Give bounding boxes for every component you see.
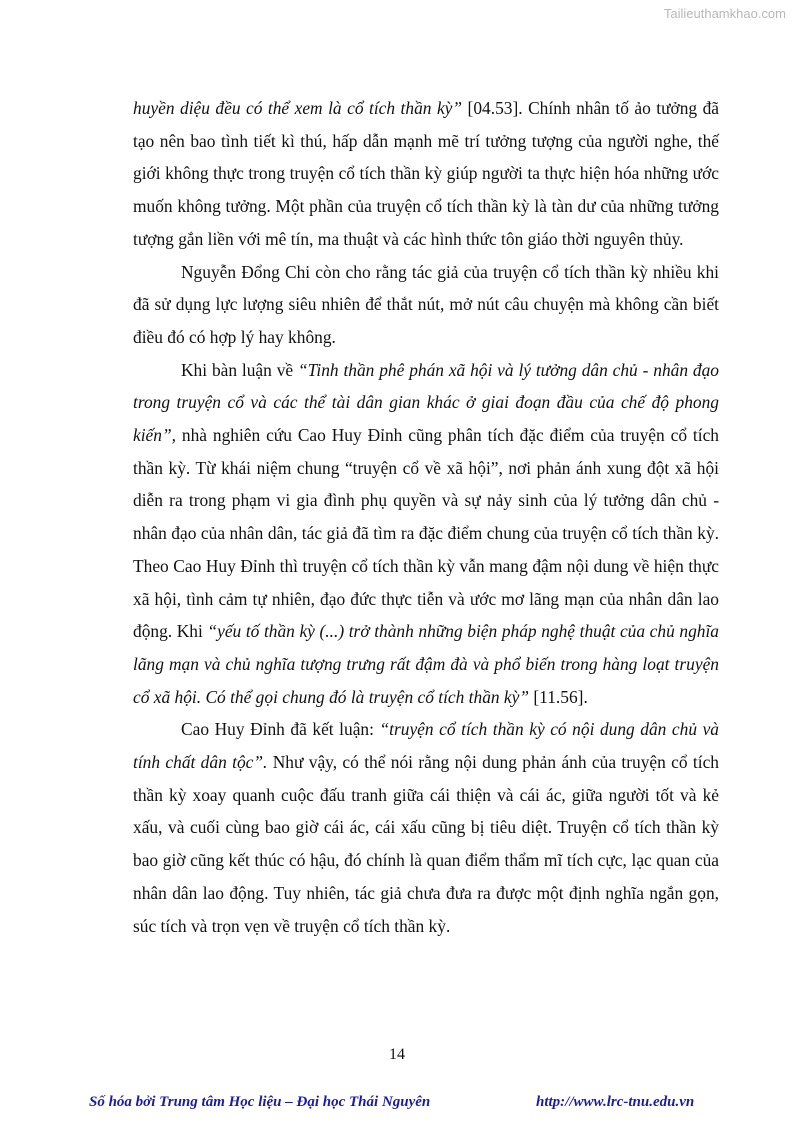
footer-url-link[interactable]: http://www.lrc-tnu.edu.vn: [536, 1094, 695, 1110]
quote-span: “truyện cổ tích thần kỳ có nội dung dân chủ và tính chất dân tộc”.: [133, 719, 720, 773]
paragraph-1: [133, 92, 719, 256]
quote-span: huyền diệu đều có thể xem là cổ tích thần kỳ”: [133, 98, 463, 118]
body-text: [133, 92, 719, 942]
text-span: Nguyễn Đổng Chi còn cho rằng tác giả của truyện cổ tích thần kỳ nhiều khi đã sử dụng lực lượng siêu nhiên để thắt nút, mở nút câu chuyện mà không cần biết điều đó có hợp lý hay không.: [133, 261, 719, 347]
text-span: [11.56].: [529, 686, 588, 707]
text-span: [04.53]. Chính nhân tố ảo tưởng đã tạo nên bao tình tiết kì thú, hấp dẫn mạnh mẽ trí tưởng tượng của người nghe, thế giới không thực trong truyện cổ tích thần kỳ giúp người ta thực hiện hóa những ước muốn không tưởng. Một phần của truyện cổ tích thần kỳ là tàn dư của những tưởng tượng gắn liền với mê tín, ma thuật và các hình thức tôn giáo thời nguyên thủy.: [133, 98, 719, 249]
quote-span: “yếu tố thần kỳ (...) trở thành những biện pháp nghệ thuật của chủ nghĩa lãng mạn và chủ nghĩa tượng trưng rất đậm đà và phổ biến trong hàng loạt truyện cổ xã hội. Có thể gọi chung đó là truyện cổ tích thần kỳ”: [133, 621, 719, 707]
text-span: Như vậy, có thể nói rằng nội dung phản ánh của truyện cổ tích thần kỳ xoay quanh cuộc đấu tranh giữa cái thiện và cái ác, giữa người tốt và kẻ xấu, và cuối cùng bao giờ cái ác, cái xấu cũng bị tiêu diệt. Truyện cổ tích thần kỳ bao giờ cũng kết thúc có hậu, đó chính là quan điểm thẩm mĩ tích cực, lạc quan của nhân dân lao động. Tuy nhiên, tác giả chưa đưa ra được một định nghĩa ngắn gọn, súc tích và trọn vẹn về truyện cổ tích thần kỳ.: [133, 752, 719, 936]
paragraph-2: [133, 256, 719, 354]
text-span: Khi bàn luận về: [181, 359, 298, 380]
text-span: nhà nghiên cứu Cao Huy Đỉnh cũng phân tích đặc điểm của truyện cổ tích thần kỳ. Từ khái niệm chung “truyện cổ về xã hội”, nơi phản ánh xung đột xã hội diễn ra trong phạm vi gia đình phụ quyền và sự nảy sinh của lý tưởng dân chủ - nhân đạo của nhân dân, tác giả đã tìm ra đặc điểm chung của truyện cổ tích thần kỳ. Theo Cao Huy Đỉnh thì truyện cổ tích thần kỳ vẫn mang đậm nội dung về hiện thực xã hội, tình cảm tự nhiên, đạo đức thực tiễn và ước mơ lãng mạn của nhân dân lao động. Khi: [133, 425, 719, 642]
paragraph-3: [133, 354, 719, 714]
paragraph-4: [133, 713, 719, 942]
footer-source: Số hóa bởi Trung tâm Học liệu – Đại học Thái Nguyên: [89, 1094, 431, 1110]
text-span: Cao Huy Đỉnh đã kết luận:: [181, 719, 380, 740]
page-number: 14: [389, 1046, 405, 1063]
quote-span: “Tinh thần phê phán xã hội và lý tưởng dân chủ - nhân đạo trong truyện cổ và các thể tài dân gian khác ở giai đoạn đầu của chế độ phong kiến”,: [133, 359, 719, 446]
watermark: Tailieuthamkhao.com: [663, 6, 786, 21]
